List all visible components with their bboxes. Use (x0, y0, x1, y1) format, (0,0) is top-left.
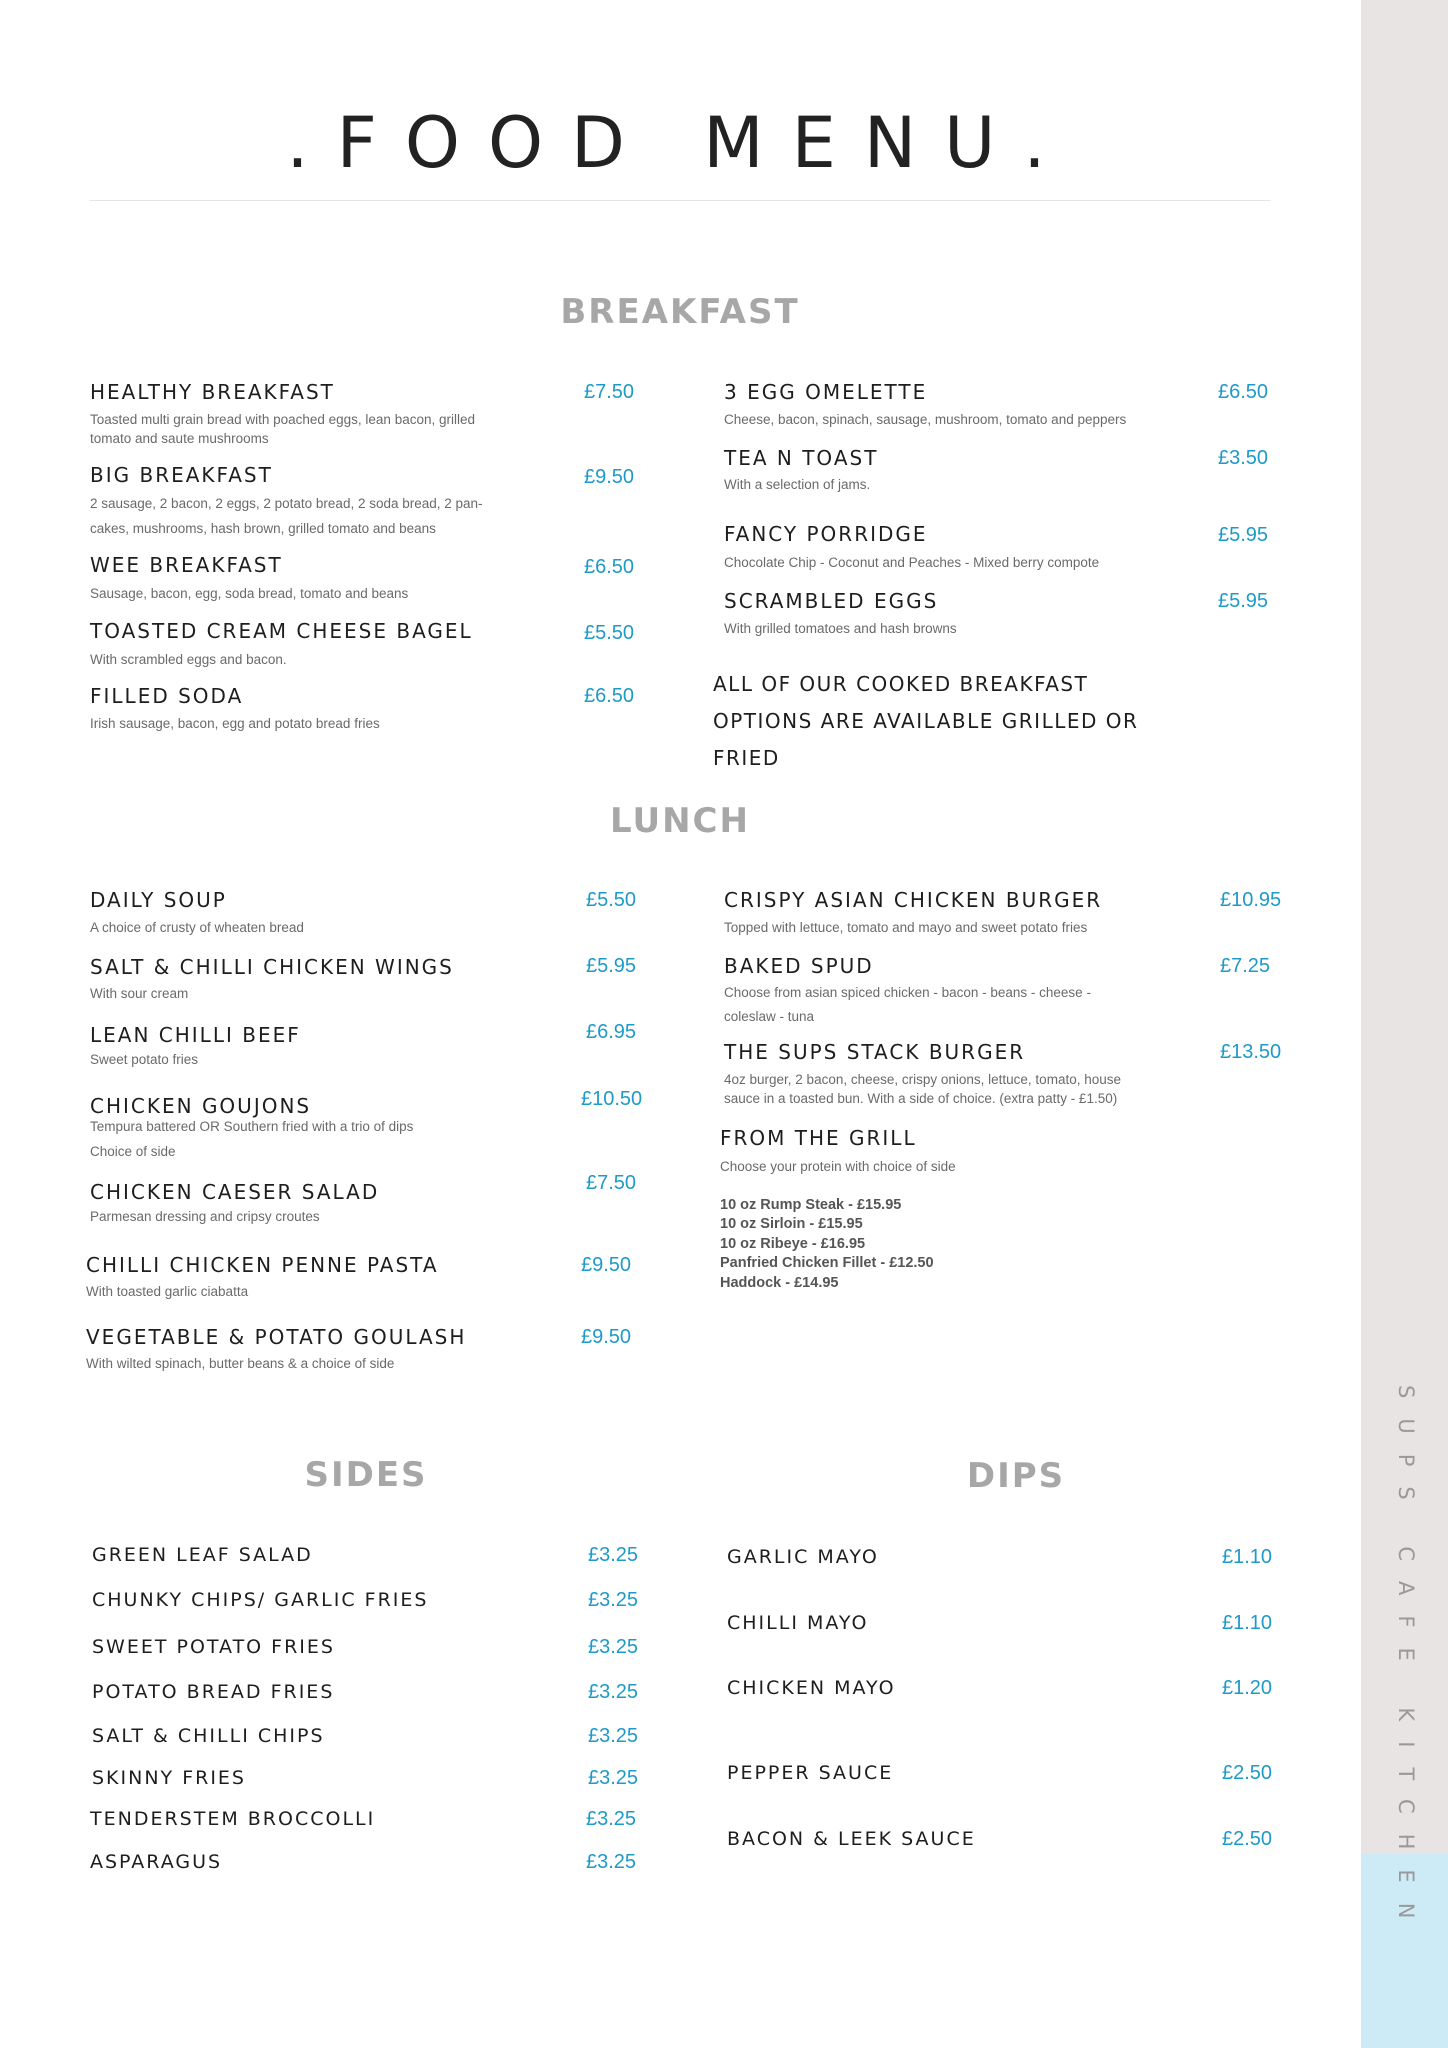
item-description: 4oz burger, 2 bacon, cheese, crispy onions, lettuce, tomato, house (724, 1072, 1121, 1087)
item-price: £2.50 (1222, 1828, 1273, 1850)
item-name: TENDERSTEM BROCCOLLI (90, 1808, 376, 1830)
item-name: LEAN CHILLI BEEF (90, 1023, 301, 1047)
grill-description: Choose your protein with choice of side (720, 1159, 956, 1174)
item-name: WEE BREAKFAST (90, 553, 283, 577)
item-price: £6.50 (584, 685, 635, 707)
item-name: TEA N TOAST (724, 446, 879, 470)
item-name: SALT & CHILLI CHICKEN WINGS (90, 955, 454, 979)
item-name: DAILY SOUP (90, 888, 227, 912)
item-price: £9.50 (584, 466, 635, 488)
item-description: Choice of side (90, 1144, 176, 1159)
item-description: coleslaw - tuna (724, 1009, 815, 1024)
item-price: £7.50 (584, 381, 635, 403)
item-description: Chocolate Chip - Coconut and Peaches - Mixed berry compote (724, 555, 1100, 570)
item-name: CHILLI MAYO (727, 1612, 869, 1634)
item-description: Sausage, bacon, egg, soda bread, tomato and beans (90, 586, 409, 601)
item-price: £6.95 (586, 1021, 637, 1043)
item-name: PEPPER SAUCE (727, 1762, 894, 1784)
item-price: £3.25 (588, 1544, 639, 1566)
item-name: SCRAMBLED EGGS (724, 589, 939, 613)
item-price: £6.50 (584, 556, 635, 578)
item-price: £5.95 (1218, 590, 1269, 612)
note-line: ALL OF OUR COOKED BREAKFAST (713, 672, 1089, 696)
item-price: £10.50 (581, 1088, 643, 1110)
item-price: £5.95 (586, 955, 637, 977)
item-name: GARLIC MAYO (727, 1546, 879, 1568)
item-price: £3.25 (586, 1851, 637, 1873)
grill-option: Panfried Chicken Fillet - £12.50 (720, 1255, 934, 1271)
item-price: £3.25 (588, 1589, 639, 1611)
brand-name: SUPS CAFE KITCHEN (1394, 1385, 1418, 1939)
item-price: £3.25 (588, 1681, 639, 1703)
item-description: Tempura battered OR Southern fried with a trio of dips (90, 1119, 414, 1134)
item-price: £1.20 (1222, 1677, 1273, 1699)
note-line: FRIED (713, 746, 780, 770)
item-description: Irish sausage, bacon, egg and potato bread fries (90, 716, 380, 731)
page-title: .FOOD MENU. (286, 102, 1074, 184)
grill-title: FROM THE GRILL (720, 1126, 917, 1150)
item-name: CHICKEN CAESER SALAD (90, 1180, 380, 1204)
item-name: BAKED SPUD (724, 954, 874, 978)
item-description: Parmesan dressing and cripsy croutes (90, 1209, 320, 1224)
item-name: SKINNY FRIES (92, 1767, 246, 1789)
item-name: HEALTHY BREAKFAST (90, 380, 335, 404)
item-description: 2 sausage, 2 bacon, 2 eggs, 2 potato bread, 2 soda bread, 2 pan- (90, 496, 483, 511)
item-price: £5.50 (586, 889, 637, 911)
title-divider (90, 200, 1270, 201)
item-description: Toasted multi grain bread with poached eggs, lean bacon, grilled (90, 412, 475, 427)
item-name: VEGETABLE & POTATO GOULASH (86, 1325, 467, 1349)
item-description: With a selection of jams. (724, 477, 871, 492)
item-name: POTATO BREAD FRIES (92, 1681, 335, 1703)
item-price: £7.25 (1220, 955, 1271, 977)
note-line: OPTIONS ARE AVAILABLE GRILLED OR (713, 709, 1139, 733)
item-price: £3.25 (588, 1767, 639, 1789)
lunch-heading: LUNCH (610, 801, 750, 841)
item-price: £10.95 (1220, 889, 1282, 911)
item-price: £6.50 (1218, 381, 1269, 403)
item-name: BACON & LEEK SAUCE (727, 1828, 976, 1850)
item-price: £3.50 (1218, 447, 1269, 469)
item-description: tomato and saute mushrooms (90, 431, 269, 446)
item-description: With sour cream (90, 986, 189, 1001)
item-name: 3 EGG OMELETTE (724, 380, 928, 404)
item-name: SWEET POTATO FRIES (92, 1636, 335, 1658)
item-price: £7.50 (586, 1172, 637, 1194)
grill-option: 10 oz Ribeye - £16.95 (720, 1236, 866, 1252)
grill-option: 10 oz Sirloin - £15.95 (720, 1216, 863, 1232)
item-description: cakes, mushrooms, hash brown, grilled tomato and beans (90, 521, 436, 536)
item-description: With toasted garlic ciabatta (86, 1284, 249, 1299)
item-name: CHUNKY CHIPS/ GARLIC FRIES (92, 1589, 429, 1611)
item-price: £9.50 (581, 1254, 632, 1276)
item-name: CHILLI CHICKEN PENNE PASTA (86, 1253, 439, 1277)
item-description: Sweet potato fries (90, 1052, 199, 1067)
item-price: £3.25 (588, 1725, 639, 1747)
item-price: £3.25 (586, 1808, 637, 1830)
item-price: £1.10 (1222, 1546, 1273, 1568)
item-price: £9.50 (581, 1326, 632, 1348)
item-name: TOASTED CREAM CHEESE BAGEL (90, 619, 473, 643)
item-name: CRISPY ASIAN CHICKEN BURGER (724, 888, 1103, 912)
item-price: £13.50 (1220, 1041, 1282, 1063)
item-price: £5.50 (584, 622, 635, 644)
grill-option: 10 oz Rump Steak - £15.95 (720, 1197, 902, 1213)
item-name: CHICKEN GOUJONS (90, 1094, 312, 1118)
item-description: Topped with lettuce, tomato and mayo and sweet potato fries (724, 920, 1088, 935)
item-description: Choose from asian spiced chicken - bacon - beans - cheese - (724, 985, 1091, 1000)
dips-heading: DIPS (966, 1456, 1066, 1496)
item-description: With grilled tomatoes and hash browns (724, 621, 957, 636)
item-name: SALT & CHILLI CHIPS (92, 1725, 325, 1747)
grill-option: Haddock - £14.95 (720, 1275, 839, 1291)
item-description: With scrambled eggs and bacon. (90, 652, 287, 667)
item-description: With wilted spinach, butter beans & a choice of side (86, 1356, 395, 1371)
item-name: CHICKEN MAYO (727, 1677, 896, 1699)
item-description: Cheese, bacon, spinach, sausage, mushroom, tomato and peppers (724, 412, 1127, 427)
item-price: £2.50 (1222, 1762, 1273, 1784)
item-description: A choice of crusty of wheaten bread (90, 920, 304, 935)
item-description: sauce in a toasted bun. With a side of choice. (extra patty - £1.50) (724, 1091, 1118, 1106)
item-name: FANCY PORRIDGE (724, 522, 928, 546)
breakfast-heading: BREAKFAST (560, 292, 800, 332)
item-name: FILLED SODA (90, 684, 244, 708)
item-price: £1.10 (1222, 1612, 1273, 1634)
item-name: ASPARAGUS (90, 1851, 223, 1873)
item-price: £5.95 (1218, 524, 1269, 546)
item-name: GREEN LEAF SALAD (92, 1544, 313, 1566)
sides-heading: SIDES (304, 1455, 428, 1495)
item-price: £3.25 (588, 1636, 639, 1658)
item-name: BIG BREAKFAST (90, 463, 273, 487)
item-name: THE SUPS STACK BURGER (724, 1040, 1026, 1064)
